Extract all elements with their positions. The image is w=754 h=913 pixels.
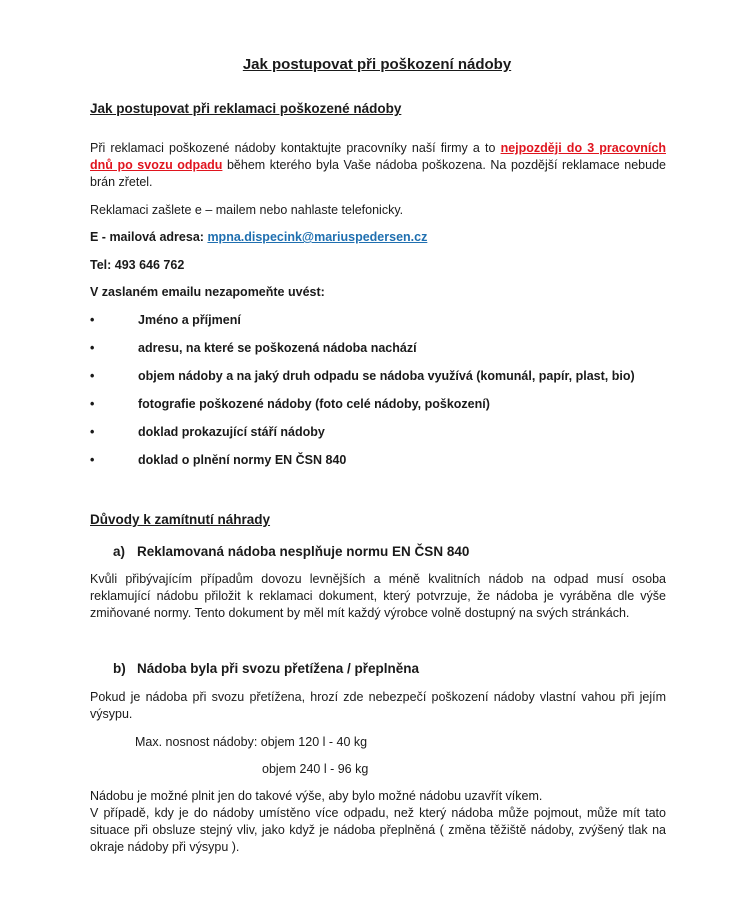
page-title: Jak postupovat při poškození nádoby xyxy=(242,56,512,73)
subheading-a: a) Reklamovaná nádoba nesplňuje normu EN ČSN 840 xyxy=(113,544,470,559)
bullet-icon: • xyxy=(90,453,95,467)
paragraph-a: Kvůli přibývajícím případům dovozu levnějších a méně kvalitních nádob na odpad musí osoba reklamující nádobu přiložit k reklamaci dokument, který potvrzuje, že nádoba je vyráběna dle výše zmiňované normy. Tento dokument by měl mít každý výrobce volně dostupný na svých stránkách. xyxy=(90,572,666,620)
max-capacity-240: objem 240 l - 96 kg xyxy=(262,762,369,776)
subheading-b: b) Nádoba byla při svozu přetížena / přeplněna xyxy=(113,661,420,676)
bullet-icon: • xyxy=(90,425,95,439)
max-capacity-120: Max. nosnost nádoby: objem 120 l - 40 kg xyxy=(135,735,368,749)
bullet-icon: • xyxy=(90,341,95,355)
email-reminder: V zaslaném emailu nezapomeňte uvést: xyxy=(90,285,325,299)
paragraph-b: Pokud je nádoba při svozu přetížena, hrozí zde nebezpečí poškození nádoby vlastní vahou při jejím výsypu. xyxy=(90,690,666,721)
email-line xyxy=(90,229,666,246)
section-heading-rejection: Důvody k zamítnutí náhrady xyxy=(90,512,271,527)
contact-instruction: Reklamaci zašlete e – mailem nebo nahlaste telefonicky. xyxy=(90,203,404,217)
phone-line: Tel: 493 646 762 xyxy=(90,258,185,272)
overfill-paragraph: V případě, kdy je do nádoby umístěno více odpadu, než který nádoba může pojmout, může mít tato situace při obsluze stejný vliv, jako když je nádoba přeplněná ( změna těžiště nádoby, zvýšený tlak na okraje nádoby při výsypu ). xyxy=(90,806,666,854)
bullet-icon: • xyxy=(90,397,95,411)
email-link[interactable]: mpna.dispecink@mariuspedersen.cz xyxy=(207,230,428,244)
email-label: E - mailová adresa: xyxy=(90,230,204,244)
deadline-highlight: nejpozději do 3 pracovních dnů po svozu odpadu xyxy=(90,141,666,172)
section-heading-complaint: Jak postupovat při reklamaci poškozené nádoby xyxy=(90,101,402,116)
document-page: Jak postupovat při poškození nádoby Jak postupovat při reklamaci poškozené nádoby Při reklamaci poškozené nádoby kontaktujte pracovníky naší firmy a to nejpozději do 3 pracovních dnů po svozu odpadu během kterého byla Vaše nádoba poškozena. Na pozdější reklamace nebude brán zřetel. Reklamaci zašlete e – mailem nebo nahlaste telefonicky. E - mailová adresa: mpna.dispecink@mariuspedersen.cz Tel: 493 646 762 V zaslaném emailu nezapomeňte uvést: • Jméno a příjmení • adresu, na které se poškozená nádoba nachází • objem nádoby a na jaký druh odpadu se nádoba využívá (komunál, papír, plast, bio) • fotografie poškozené nádoby (foto celé nádoby, poškození) • doklad prokazující stáří nádoby • doklad o plnění normy EN ČSN 840 Důvody k zamítnutí náhrady a) Reklamovaná nádoba nesplňuje normu EN ČSN 840 Kvůli přibývajícím případům dovozu levnějších a méně kvalitních nádob na odpad musí osoba reklamující nádobu přiložit k reklamaci dokument, který potvrzuje, že nádoba je vyráběna dle výše zmiňované normy. Tento dokument by měl mít každý výrobce volně dostupný na svých stránkách. b) Nádoba byla při svozu přetížena / přeplněna Pokud je nádoba při svozu přetížena, hrozí zde nebezpečí poškození nádoby vlastní vahou při jejím výsypu. Max. nosnost nádoby: objem 120 l - 40 kg objem 240 l - 96 kg Nádobu je možné plnit jen do takové výše, aby bylo možné nádobu uzavřít víkem. V případě, kdy je do nádoby umístěno více odpadu, než který nádoba může pojmout, může mít tato situace při obsluze stejný vliv, jako když je nádoba přeplněná ( změna těžiště nádoby, zvýšený tlak na okraje nádoby při výsypu ). xyxy=(0,0,754,913)
complaint-paragraph: Při reklamaci poškozené nádoby kontaktujte pracovníky naší firmy a to nejpozději do 3 pracovních dnů po svozu odpadu během kterého byla Vaše nádoba poškozena. Na pozdější reklamace nebude brán zřetel. xyxy=(90,141,666,189)
fill-instruction: Nádobu je možné plnit jen do takové výše, aby bylo možné nádobu uzavřít víkem. xyxy=(90,789,543,803)
bullet-icon: • xyxy=(90,313,95,327)
bullet-icon: • xyxy=(90,369,95,383)
